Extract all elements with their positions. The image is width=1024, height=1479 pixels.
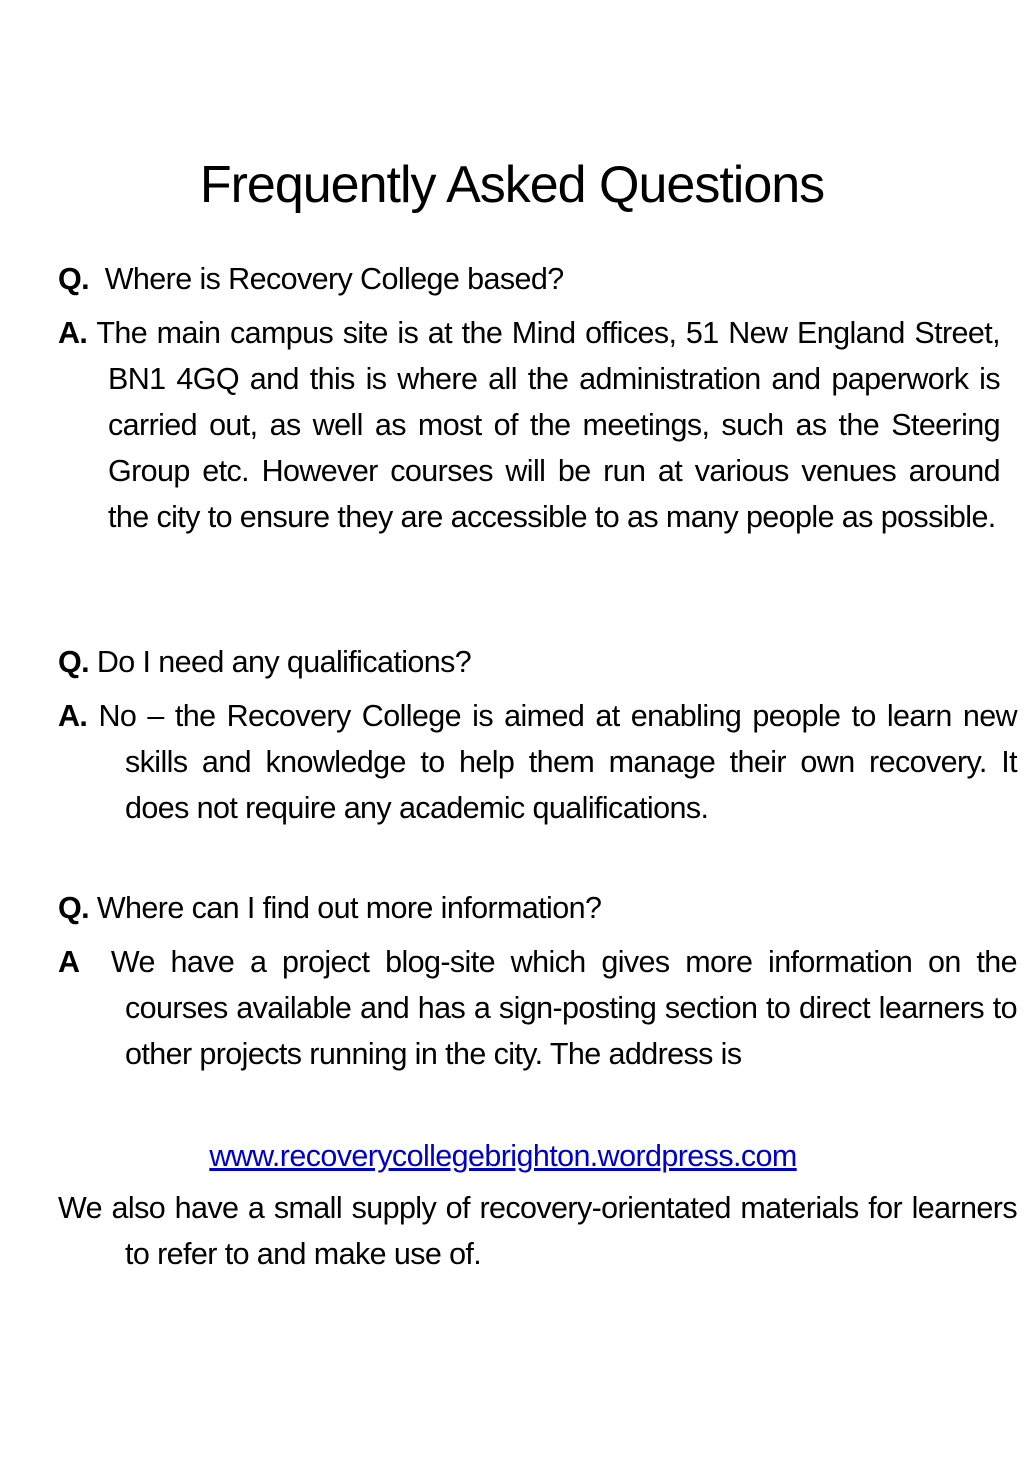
closing-paragraph [58, 1185, 1017, 1277]
question-text: Do I need any qualifications? [96, 645, 472, 679]
faq-question-1 [58, 256, 950, 302]
answer-label: A [58, 945, 80, 979]
blog-link[interactable]: www.recoverycollegebrighton.wordpress.com [209, 1139, 797, 1173]
question-text: Where is Recovery College based? [104, 262, 564, 296]
answer-text: No – the Recovery College is aimed at enabling people to learn new skills and knowledge to help them manage their own recovery. It does not require any academic qualifications. [98, 699, 1017, 825]
faq-question-2 [58, 639, 950, 685]
question-label: Q. [58, 891, 89, 925]
answer-text: We have a project blog-site which gives more information on the courses available and has a sign-posting section to direct learners to other projects running in the city. The address is [110, 945, 1018, 1071]
faq-answer-1 [58, 310, 1000, 540]
closing-text: We also have a small supply of recovery-orientated materials for learners to refer to and make use of. [58, 1191, 1017, 1271]
page-title: Frequently Asked Questions [199, 156, 825, 214]
blog-link-container [0, 1133, 1006, 1179]
faq-answer-3 [58, 939, 1017, 1077]
answer-label: A. [58, 316, 88, 350]
faq-question-3 [58, 885, 950, 931]
question-label: Q. [58, 645, 89, 679]
question-text: Where can I find out more information? [96, 891, 602, 925]
question-label: Q. [58, 262, 89, 296]
answer-text: The main campus site is at the Mind offices, 51 New England Street, BN1 4GQ and this is where all the administration and paperwork is carried out, as well as most of the meetings, such as the Steering Group etc. However courses will be run at various venues around the city to ensure they are accessible to as many people as possible. [96, 316, 1000, 534]
faq-answer-2 [58, 693, 1017, 831]
answer-label: A. [58, 699, 88, 733]
